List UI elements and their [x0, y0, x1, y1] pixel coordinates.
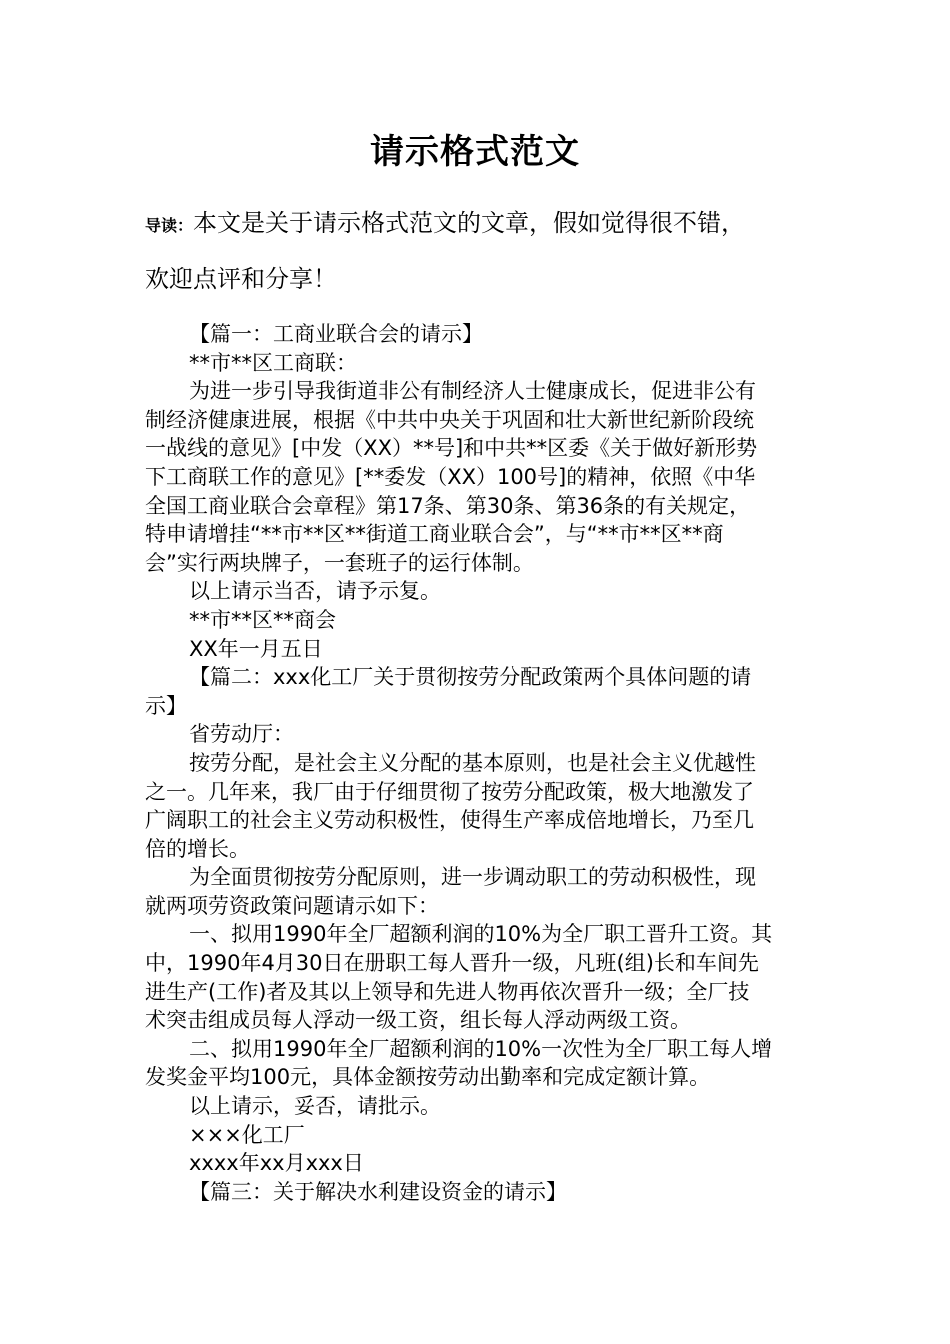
closing-line: 以上请示当否，请予示复。: [189, 579, 441, 604]
paragraph-line: 下工商联工作的意见》[**委发（XX）100号]的精神，依照《中华: [145, 464, 756, 489]
paragraph-line: 制经济健康进展，根据《中共中央关于巩固和壮大新世纪新阶段统: [145, 407, 754, 432]
paragraph-line: 会”实行两块牌子，一套班子的运行体制。: [145, 550, 534, 575]
document-body: [145, 320, 825, 1206]
paragraph-line: 中，1990年4月30日在册职工每人晋升一级，凡班(组)长和车间先: [145, 951, 759, 976]
paragraph-line: 术突击组成员每人浮动一级工资，组长每人浮动两级工资。: [145, 1008, 691, 1033]
paragraph-line: 按劳分配，是社会主义分配的基本原则，也是社会主义优越性: [189, 750, 756, 775]
signature-line: ×××化工厂: [189, 1122, 305, 1147]
addressee-1: **市**区工商联：: [189, 350, 357, 375]
paragraph-line: 特申请增挂“**市**区**街道工商业联合会”，与“**市**区**商: [145, 522, 724, 547]
intro-line-1: [145, 206, 825, 243]
document-title: 请示格式范文: [370, 132, 580, 172]
addressee-2: 省劳动厅：: [189, 722, 294, 747]
paragraph-line: 一战线的意见》[中发（XX）**号]和中共**区委《关于做好新形势: [145, 436, 758, 461]
paragraph-line: 为进一步引导我街道非公有制经济人士健康成长，促进非公有: [189, 379, 756, 404]
paragraph-line: 广阔职工的社会主义劳动积极性，使得生产率成倍地增长，乃至几: [145, 808, 754, 833]
intro-line-2: 欢迎点评和分享！: [145, 265, 337, 293]
section-heading-2: 【篇二：xxx化工厂关于贯彻按劳分配政策两个具体问题的请: [189, 665, 752, 690]
section-heading-2-cont: 示】: [145, 693, 187, 718]
paragraph-line: 二、拟用1990年全厂超额利润的10%一次性为全厂职工每人增: [189, 1036, 773, 1061]
closing-line: 以上请示，妥否，请批示。: [189, 1094, 441, 1119]
date-line: xxxx年xx月xxx日: [189, 1151, 364, 1176]
paragraph-line: 之一。几年来，我厂由于仔细贯彻了按劳分配政策，极大地激发了: [145, 779, 754, 804]
intro-text-1: 本文是关于请示格式范文的文章，假如觉得很不错，: [193, 209, 746, 237]
paragraph-line: 为全面贯彻按劳分配原则，进一步调动职工的劳动积极性，现: [189, 865, 756, 890]
paragraph-line: 一、拟用1990年全厂超额利润的10%为全厂职工晋升工资。其: [189, 922, 773, 947]
paragraph-line: 发奖金平均100元，具体金额按劳动出勤率和完成定额计算。: [145, 1065, 711, 1090]
section-heading-3: 【篇三：关于解决水利建设资金的请示】: [189, 1179, 567, 1204]
paragraph-line: 进生产(工作)者及其以上领导和先进人物再依次晋升一级；全厂技: [145, 979, 750, 1004]
section-heading-1: 【篇一：工商业联合会的请示】: [189, 322, 483, 346]
date-line: XX年一月五日: [189, 636, 323, 661]
signature-line: **市**区**商会: [189, 607, 336, 632]
intro-label: 导读：: [145, 216, 194, 235]
paragraph-line: 倍的增长。: [145, 836, 250, 861]
paragraph-line: 就两项劳资政策问题请示如下：: [145, 893, 439, 918]
paragraph-line: 全国工商业联合会章程》第17条、第30条、第36条的有关规定，: [145, 493, 751, 518]
